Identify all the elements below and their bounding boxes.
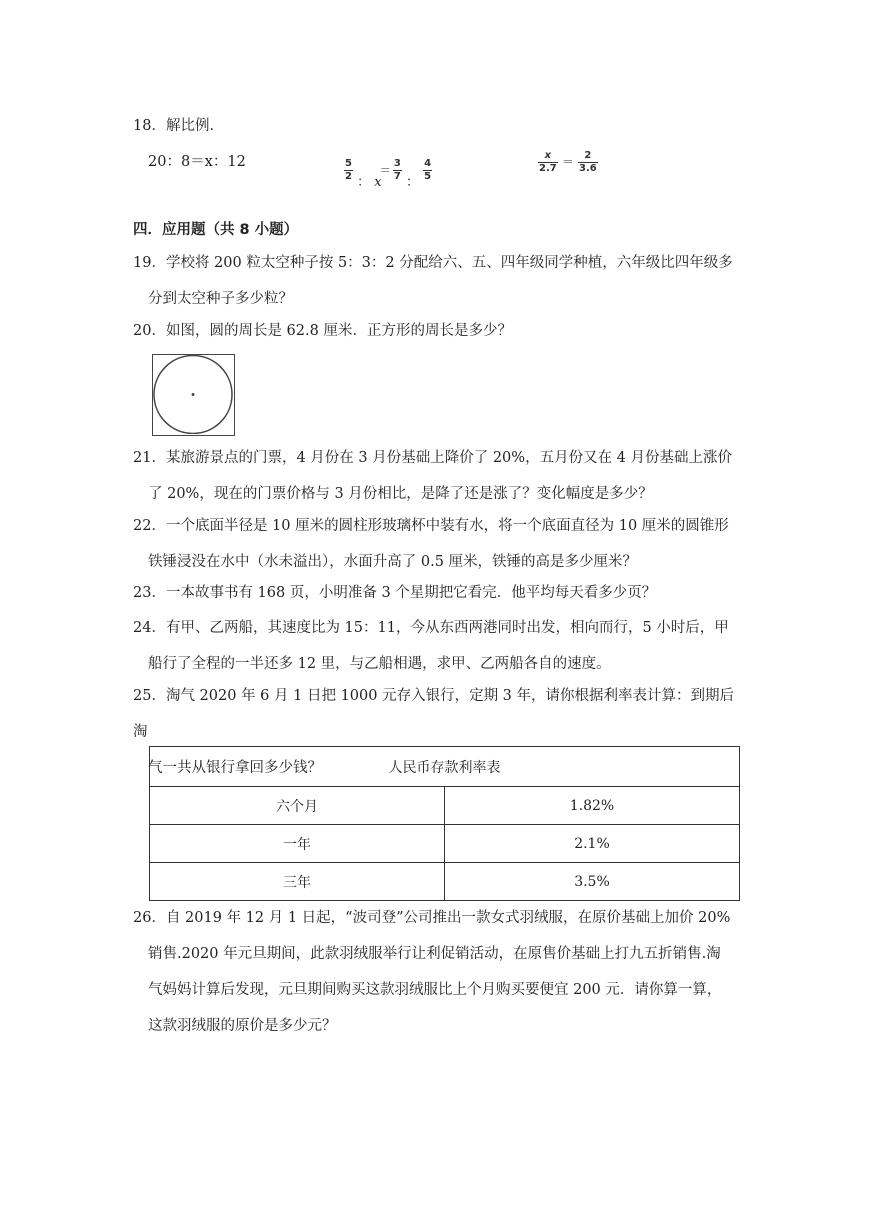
denominator: 3.6 [579, 163, 597, 174]
proportion-equation-1: 20：8＝x：12 [148, 154, 246, 170]
question-20 [133, 313, 743, 349]
center-dot [192, 393, 195, 396]
table-row [150, 787, 740, 825]
question-line: 气妈妈计算后发现，元旦期间购买这款羽绒服比上个月购买要便宜 200 元．请你算一算， [148, 982, 722, 998]
question-line: 这款羽绒服的原价是多少元？ [148, 1018, 337, 1034]
rate-cell: 3.5% [445, 863, 740, 901]
equals-sign: ＝ [379, 164, 391, 177]
question-26 [133, 900, 743, 1044]
denominator: 2 [345, 171, 352, 182]
question-line: 了 20%，现在的门票价格与 3 月份相比，是降了还是涨了？变化幅度是多少？ [148, 486, 653, 502]
question-line: 船行了全程的一半还多 12 里，与乙船相遇，求甲、乙两船各自的速度。 [148, 656, 611, 672]
colon: ： [357, 175, 371, 190]
fraction [423, 158, 432, 183]
question-line: 25．淘气 2020 年 6 月 1 日把 1000 元存入银行，定期 3 年，请你根据利率表计算：到期后淘 [133, 688, 735, 740]
question-24 [133, 610, 743, 682]
question-line: 分到太空种子多少粒？ [148, 291, 293, 307]
fraction [393, 158, 402, 183]
table-row [150, 825, 740, 863]
question-21 [133, 440, 743, 512]
denominator: 2.7 [539, 163, 557, 174]
question-line: 19．学校将 200 粒太空种子按 5：3：2 分配给六、五、四年级同学种植，六年级比四年级多 [133, 255, 733, 271]
section-title: 四．应用题（共 8 小题） [133, 222, 299, 238]
question-line: 气一共从银行拿回多少钱？ [148, 760, 322, 776]
fraction [538, 150, 558, 175]
numerator: 4 [424, 158, 432, 169]
fraction [578, 150, 598, 175]
question-23 [133, 575, 743, 611]
fraction [344, 158, 353, 183]
proportion-equation-3 [538, 150, 598, 175]
question-line: 21．某旅游景点的门票，4 月份在 3 月份基础上降价了 20%，五月份又在 4 月份基础上涨价 [133, 450, 733, 466]
question-22 [133, 508, 743, 580]
numerator: 3 [393, 158, 401, 169]
variable-x: x [374, 175, 382, 190]
term-cell: 六个月 [150, 787, 445, 825]
term-cell: 一年 [150, 825, 445, 863]
equals-sign: ＝ [561, 155, 574, 169]
question-line: 铁锤浸没在水中（水未溢出），水面升高了 0.5 厘米，铁锤的高是多少厘米？ [148, 554, 638, 570]
question-line: 22．一个底面半径是 10 厘米的圆柱形玻璃杯中装有水，将一个底面直径为 10 厘米的圆锥形 [133, 518, 729, 534]
numerator: x [538, 150, 558, 163]
question-line: 26．自 2019 年 12 月 1 日起，“波司登”公司推出一款女式羽绒服，在原价基础上加价 20% [133, 910, 731, 926]
term-cell: 三年 [150, 863, 445, 901]
question-line: 销售.2020 年元旦期间，此款羽绒服举行让利促销活动，在原售价基础上打九五折销售.淘 [148, 946, 721, 962]
question-line: 20．如图，圆的周长是 62.8 厘米．正方形的周长是多少？ [133, 323, 512, 339]
rate-cell: 1.82% [445, 787, 740, 825]
proportion-equation-2 [344, 158, 432, 190]
numerator: 5 [345, 158, 352, 169]
denominator: 5 [424, 171, 432, 182]
table-header-row [150, 747, 740, 787]
question-18-title: 18．解比例． [133, 118, 224, 134]
question-19 [133, 245, 743, 317]
question-line: 23．一本故事书有 168 页，小明准备 3 个星期把它看完．他平均每天看多少页？ [133, 585, 657, 601]
table-row [150, 863, 740, 901]
question-line: 24．有甲、乙两船，其速度比为 15：11，今从东西两港同时出发，相向而行，5 小时后，甲 [133, 620, 729, 636]
rate-cell: 2.1% [445, 825, 740, 863]
denominator: 7 [393, 171, 401, 182]
numerator: 2 [578, 150, 598, 163]
table-title: 人民币存款利率表 [150, 747, 740, 787]
interest-rate-table [149, 746, 740, 901]
circle-figure-svg [153, 355, 233, 434]
colon: ： [406, 175, 420, 190]
circle-in-square-figure [152, 354, 235, 436]
